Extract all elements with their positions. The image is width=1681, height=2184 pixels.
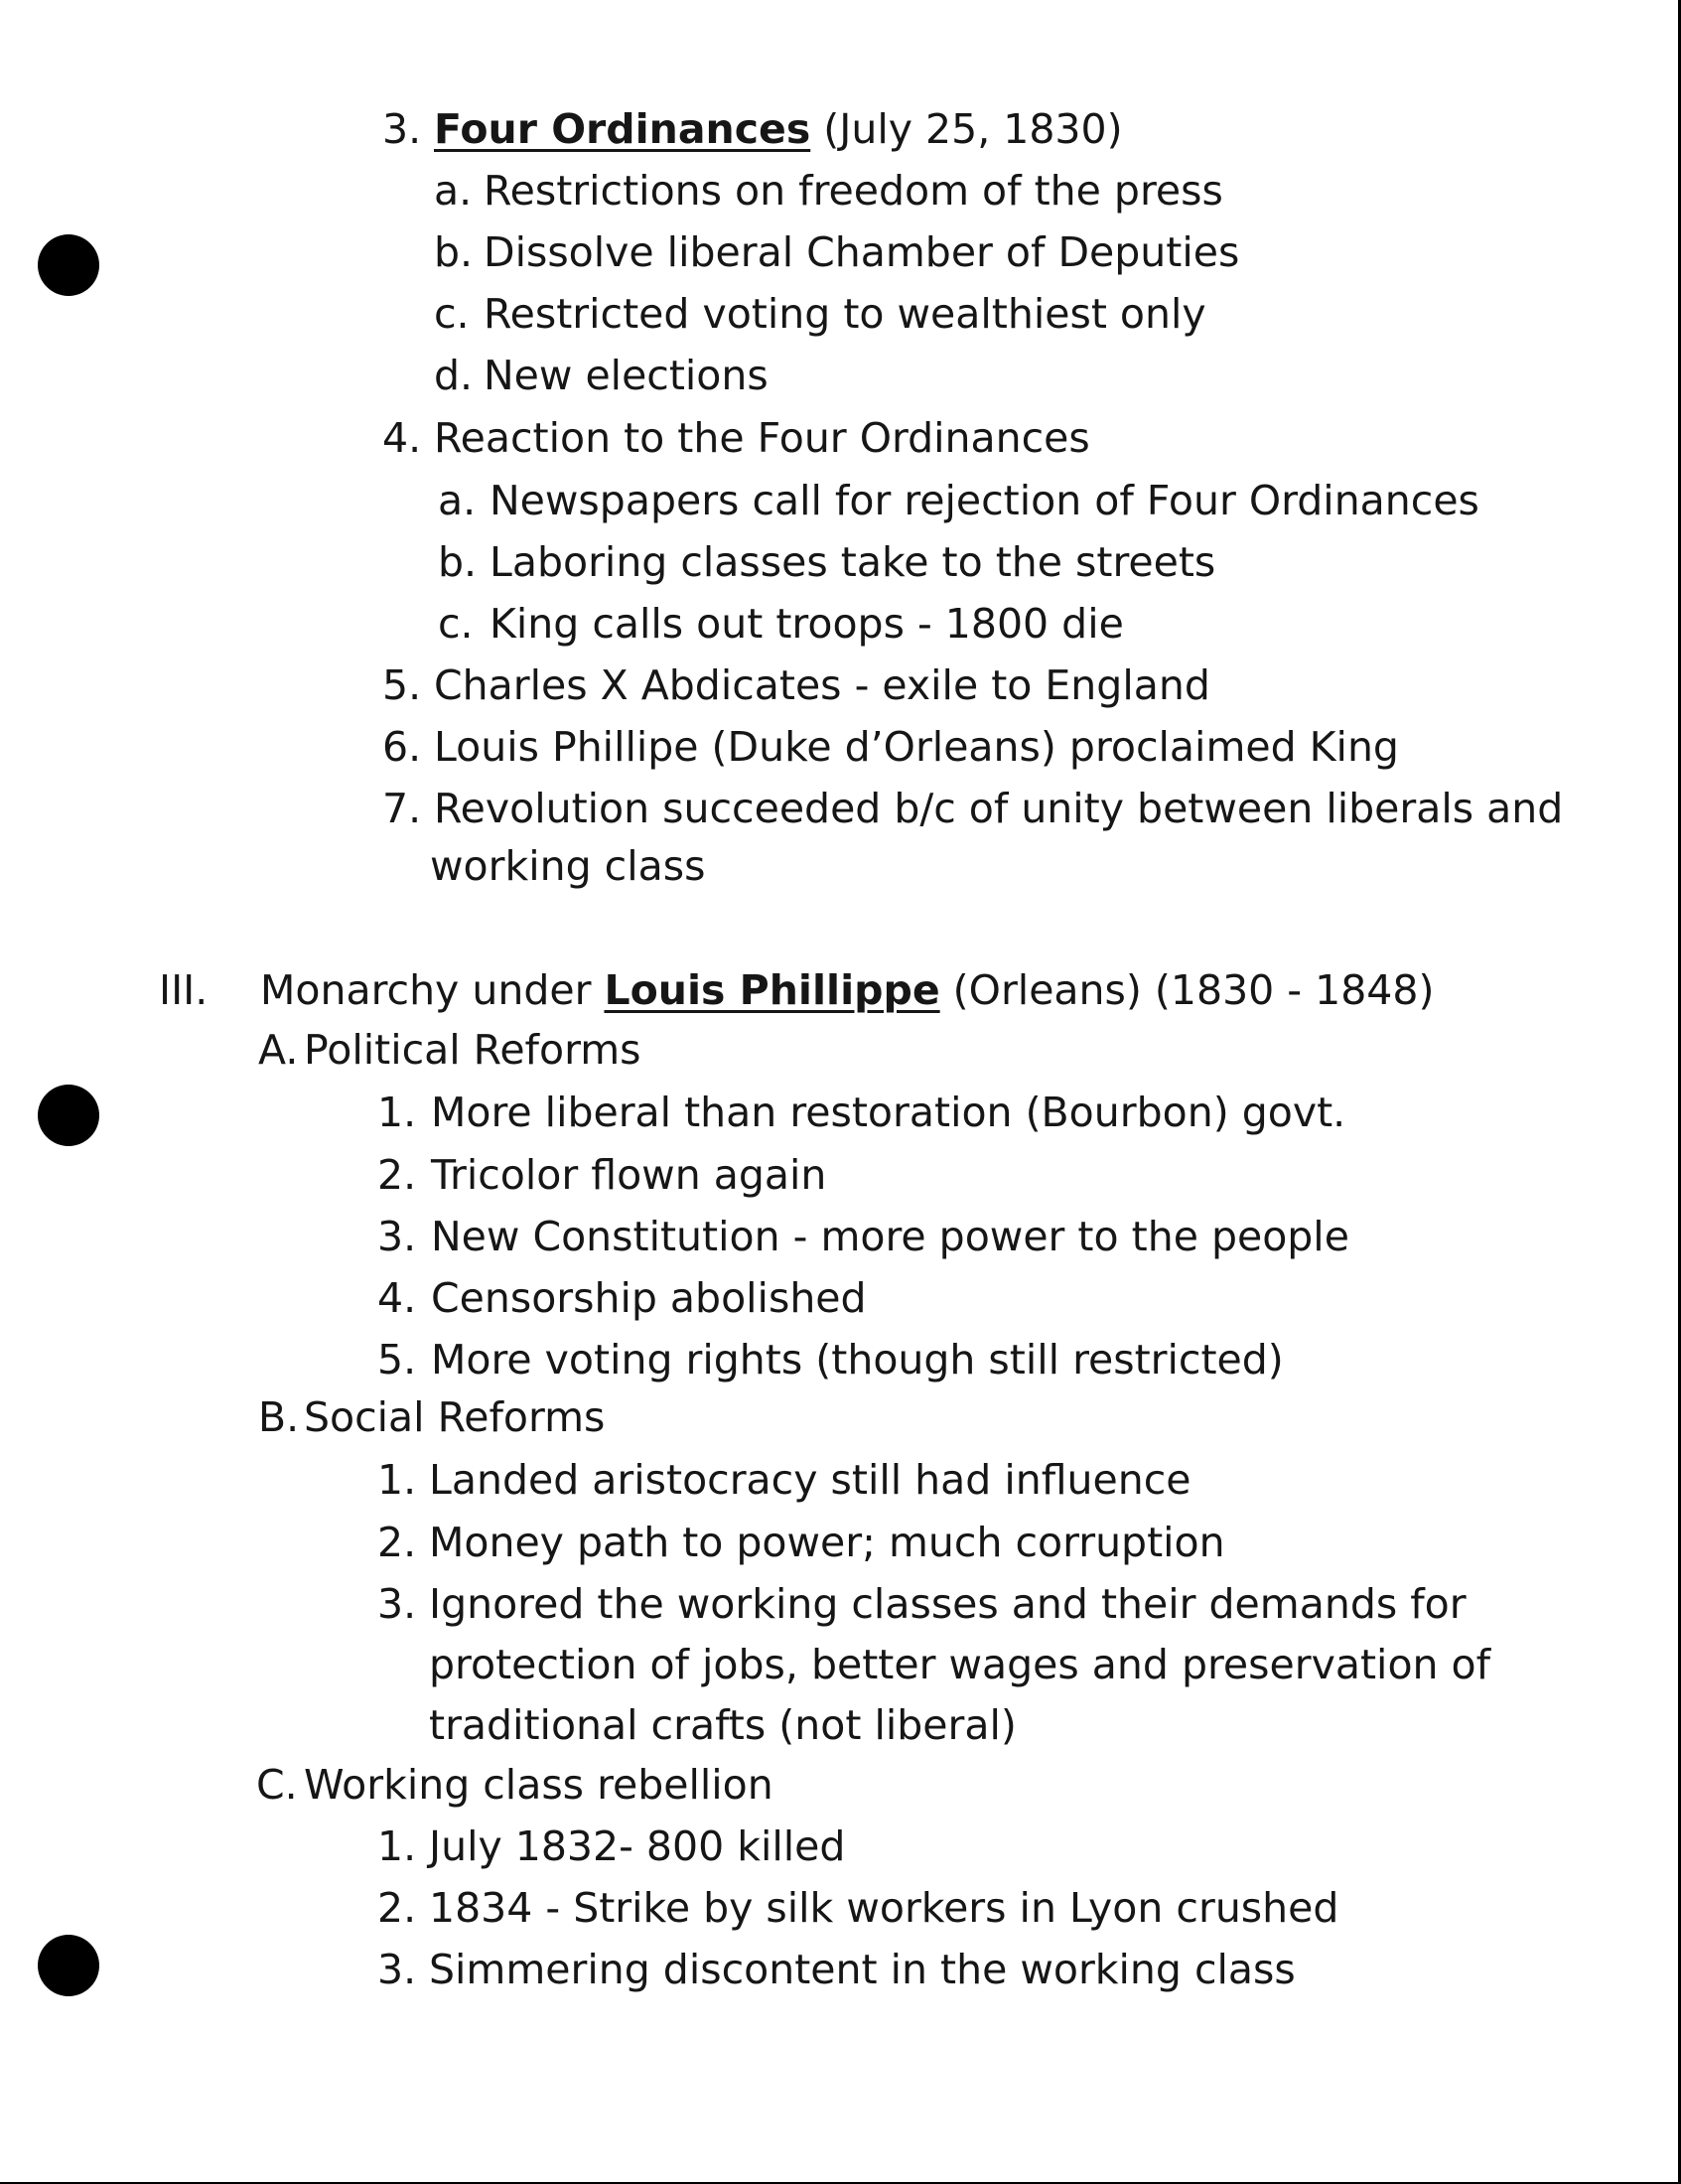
outline-line-text xyxy=(304,1392,605,1442)
line-text-part: Monarchy under xyxy=(260,966,605,1014)
outline-marker: d. xyxy=(434,352,474,399)
outline-marker: a. xyxy=(438,477,477,524)
line-text-part: working class xyxy=(430,842,706,890)
punch-hole-bottom xyxy=(38,1935,99,1996)
outline-line-text xyxy=(484,227,1239,277)
outline-marker: 3. xyxy=(377,1946,417,1993)
outline-line-text xyxy=(304,1760,773,1810)
outline-line-text xyxy=(434,722,1399,772)
line-text-part: traditional crafts (not liberal) xyxy=(429,1701,1017,1749)
line-text-part: Dissolve liberal Chamber of Deputies xyxy=(484,228,1240,276)
outline-marker: 4. xyxy=(382,414,422,462)
outline-line-text xyxy=(431,1212,1349,1261)
punch-hole-top xyxy=(38,234,99,296)
outline-line-text xyxy=(429,1640,1490,1689)
line-text-part: New Constitution - more power to the people xyxy=(431,1213,1349,1260)
outline-line-text xyxy=(429,1455,1191,1505)
line-text-part: 1834 - Strike by silk workers in Lyon crushed xyxy=(429,1884,1339,1932)
outline-line-text xyxy=(429,1883,1338,1933)
line-text-part: July 1832- 800 killed xyxy=(429,1822,846,1870)
outline-line-text xyxy=(429,1821,845,1871)
line-text-part: Restrictions on freedom of the press xyxy=(484,167,1223,215)
line-text-part: Newspapers call for rejection of Four Ordinances xyxy=(490,477,1479,524)
outline-marker: 2. xyxy=(377,1519,417,1566)
outline-marker: b. xyxy=(434,228,474,276)
underlined-term: Four Ordinances xyxy=(434,105,811,153)
outline-line-text xyxy=(490,599,1124,649)
line-text-part: Charles X Abdicates - exile to England xyxy=(434,661,1210,709)
outline-line-text xyxy=(431,1088,1345,1137)
line-text-part: Ignored the working classes and their demands for xyxy=(429,1580,1467,1628)
line-text-part: Revolution succeeded b/c of unity between liberals and xyxy=(434,785,1564,832)
outline-line-text xyxy=(431,1273,867,1323)
line-text-part: (Orleans) (1830 - 1848) xyxy=(939,966,1435,1014)
outline-line-text xyxy=(429,1518,1225,1567)
outline-marker: c. xyxy=(434,290,470,338)
line-text-part: Working class rebellion xyxy=(304,1761,773,1809)
outline-line-text xyxy=(434,104,1123,154)
outline-marker: 3. xyxy=(382,105,422,153)
outline-line-text xyxy=(431,1335,1284,1384)
outline-marker: b. xyxy=(438,538,478,586)
line-text-part: New elections xyxy=(484,352,769,399)
outline-marker: 3. xyxy=(377,1213,417,1260)
line-text-part: More voting rights (though still restricted) xyxy=(431,1336,1284,1383)
outline-line-text xyxy=(484,351,769,400)
outline-line-text xyxy=(304,1025,641,1075)
line-text-part: Simmering discontent in the working class xyxy=(429,1946,1296,1993)
line-text-part: Louis Phillipe (Duke d’Orleans) proclaimed King xyxy=(434,723,1399,771)
outline-line-text xyxy=(430,841,705,891)
line-text-part: King calls out troops - 1800 die xyxy=(490,600,1124,648)
outline-line-text xyxy=(429,1945,1296,1994)
outline-line-text xyxy=(484,166,1223,216)
outline-marker: B. xyxy=(258,1393,300,1441)
outline-marker: 5. xyxy=(382,661,422,709)
underlined-term: Louis Phillippe xyxy=(604,966,940,1014)
outline-marker: c. xyxy=(438,600,474,648)
line-text-part: Money path to power; much corruption xyxy=(429,1519,1225,1566)
punch-hole-middle xyxy=(38,1085,99,1146)
outline-marker: 3. xyxy=(377,1580,417,1628)
outline-marker: A. xyxy=(258,1026,299,1074)
line-text-part: More liberal than restoration (Bourbon) govt. xyxy=(431,1089,1346,1136)
outline-marker: 4. xyxy=(377,1274,417,1322)
line-text-part: protection of jobs, better wages and preservation of xyxy=(429,1641,1491,1688)
line-text-part: Landed aristocracy still had influence xyxy=(429,1456,1191,1504)
line-text-part: Laboring classes take to the streets xyxy=(490,538,1216,586)
outline-marker: 6. xyxy=(382,723,422,771)
outline-marker: 7. xyxy=(382,785,422,832)
outline-line-text xyxy=(434,660,1210,710)
outline-line-text xyxy=(490,476,1479,525)
outline-marker: 2. xyxy=(377,1151,417,1199)
outline-line-text xyxy=(429,1579,1467,1629)
outline-marker: C. xyxy=(256,1761,298,1809)
outline-line-text xyxy=(260,965,1434,1015)
outline-line-text xyxy=(434,413,1090,463)
line-text-part: Political Reforms xyxy=(304,1026,641,1074)
line-text-part: (July 25, 1830) xyxy=(810,105,1123,153)
outline-marker: a. xyxy=(434,167,473,215)
outline-marker: 5. xyxy=(377,1336,417,1383)
outline-marker: 2. xyxy=(377,1884,417,1932)
outline-line-text xyxy=(490,537,1215,587)
line-text-part: Tricolor flown again xyxy=(431,1151,827,1199)
outline-line-text xyxy=(429,1700,1017,1750)
line-text-part: Censorship abolished xyxy=(431,1274,867,1322)
outline-marker: 1. xyxy=(377,1456,417,1504)
outline-line-text xyxy=(434,784,1563,833)
outline-line-text xyxy=(431,1150,826,1200)
outline-marker: 1. xyxy=(377,1822,417,1870)
line-text-part: Restricted voting to wealthiest only xyxy=(484,290,1206,338)
outline-line-text xyxy=(484,289,1206,339)
line-text-part: Reaction to the Four Ordinances xyxy=(434,414,1090,462)
line-text-part: Social Reforms xyxy=(304,1393,606,1441)
outline-marker: III. xyxy=(159,966,209,1014)
outline-marker: 1. xyxy=(377,1089,417,1136)
